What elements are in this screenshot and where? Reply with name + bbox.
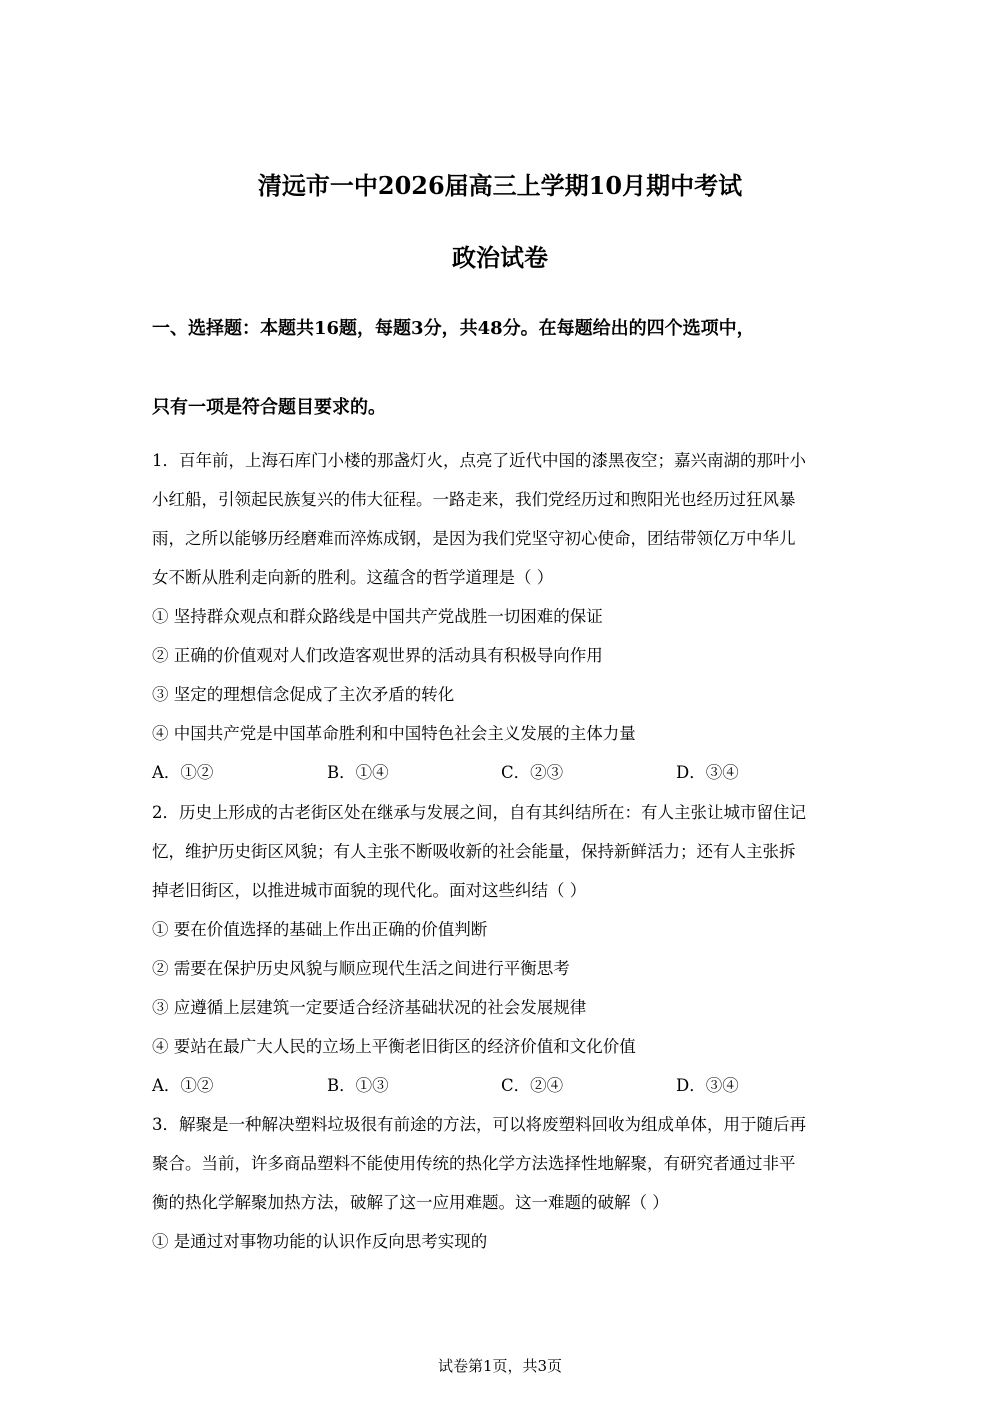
q1-stem-line: 雨，之所以能够历经磨难而淬炼成钢，是因为我们党坚守初心使命，团结带领亿万中华儿 (152, 529, 796, 548)
exam-title: 清远市一中2026届高三上学期10月期中考试 (257, 171, 743, 200)
section-heading-line-2: 只有一项是符合题目要求的。 (152, 397, 386, 418)
q1-item: ① 坚持群众观点和群众路线是中国共产党战胜一切困难的保证 (152, 607, 603, 626)
q1-stem-line: 女不断从胜利走向新的胜利。这蕴含的哲学道理是（ ） (152, 568, 554, 587)
q1-choice-b: B．①④ (327, 763, 389, 782)
q1-stem-line: 小红船，引领起民族复兴的伟大征程。一路走来，我们党经历过和煦阳光也经历过狂风暴 (152, 490, 796, 509)
q2-item: ③ 应遵循上层建筑一定要适合经济基础状况的社会发展规律 (152, 998, 587, 1017)
q1-item: ② 正确的价值观对人们改造客观世界的活动具有积极导向作用 (152, 646, 603, 665)
q2-choice-b: B．①③ (327, 1076, 389, 1095)
q2-choice-c: C．②④ (501, 1076, 564, 1095)
q2-choice-a: A．①② (152, 1076, 214, 1095)
q3-stem-line: 聚合。当前，许多商品塑料不能使用传统的热化学方法选择性地解聚，有研究者通过非平 (152, 1154, 796, 1173)
exam-subtitle: 政治试卷 (452, 243, 548, 272)
q1-choice-a: A．①② (152, 763, 214, 782)
q1-item: ④ 中国共产党是中国革命胜利和中国特色社会主义发展的主体力量 (152, 724, 636, 743)
q1-choice-c: C．②③ (501, 763, 564, 782)
section-heading-line-1: 一、选择题：本题共16题，每题3分，共48分。在每题给出的四个选项中， (152, 318, 755, 339)
q3-stem-line: 3．解聚是一种解决塑料垃圾很有前途的方法，可以将废塑料回收为组成单体，用于随后再 (152, 1115, 806, 1134)
q2-item: ④ 要站在最广大人民的立场上平衡老旧街区的经济价值和文化价值 (152, 1037, 636, 1056)
q1-item: ③ 坚定的理想信念促成了主次矛盾的转化 (152, 685, 455, 704)
q2-stem-line: 掉老旧街区，以推进城市面貌的现代化。面对这些纠结（ ） (152, 881, 587, 900)
q2-item: ② 需要在保护历史风貌与顺应现代生活之间进行平衡思考 (152, 959, 570, 978)
q1-stem-line: 1．百年前，上海石库门小楼的那盏灯火，点亮了近代中国的漆黑夜空；嘉兴南湖的那叶小 (152, 451, 806, 470)
q2-choice-d: D．③④ (676, 1076, 739, 1095)
q3-item: ① 是通过对事物功能的认识作反向思考实现的 (152, 1232, 488, 1251)
page-footer: 试卷第1页，共3页 (437, 1357, 563, 1375)
q3-stem-line: 衡的热化学解聚加热方法，破解了这一应用难题。这一难题的破解（ ） (152, 1193, 669, 1212)
q2-stem-line: 2．历史上形成的古老街区处在继承与发展之间，自有其纠结所在：有人主张让城市留住记 (152, 803, 806, 822)
q2-item: ① 要在价值选择的基础上作出正确的价值判断 (152, 920, 488, 939)
q1-choice-d: D．③④ (676, 763, 739, 782)
q2-stem-line: 忆，维护历史街区风貌；有人主张不断吸收新的社会能量，保持新鲜活力；还有人主张拆 (152, 842, 796, 861)
